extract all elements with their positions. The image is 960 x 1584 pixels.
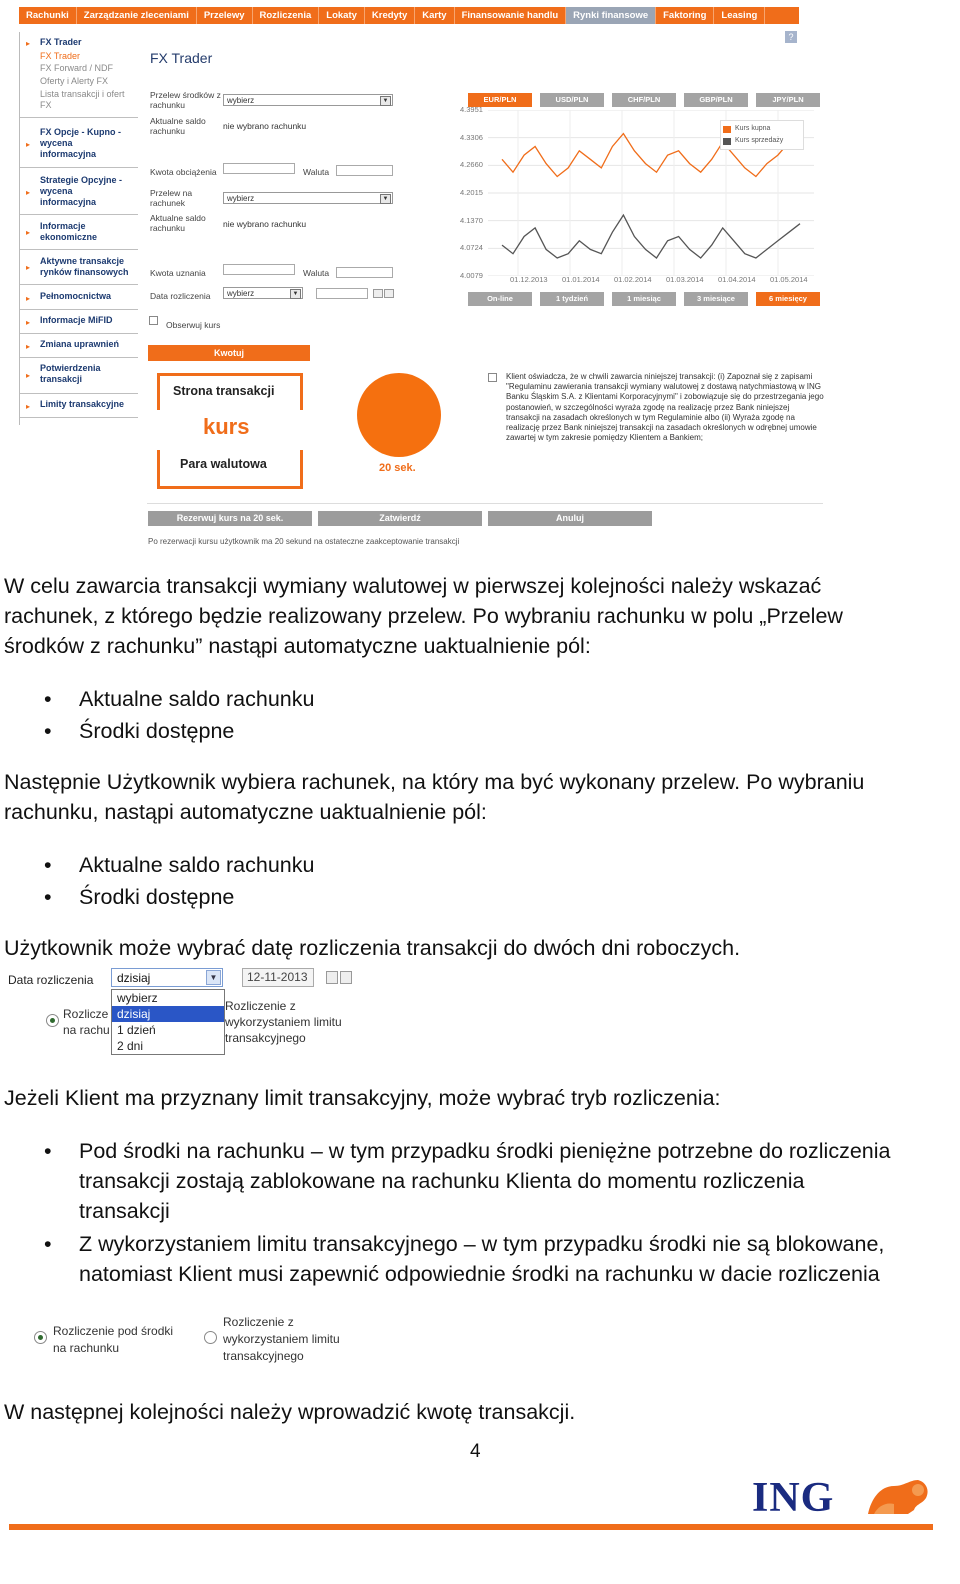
sidebar-item-confirmations[interactable]: ▸ Potwierdzenia transakcji	[20, 363, 138, 394]
nav-item[interactable]: Zarządzanie zleceniami	[77, 7, 197, 24]
divider	[147, 503, 823, 504]
currency2-input[interactable]	[336, 267, 393, 278]
date-input[interactable]	[316, 288, 368, 299]
period-tab[interactable]: 3 miesiące	[684, 292, 748, 306]
radio-limit[interactable]	[204, 1331, 217, 1344]
page-number: 4	[470, 1441, 481, 1462]
sidebar-item-mifid[interactable]: ▸ Informacje MiFID	[20, 315, 138, 334]
page-title: FX Trader	[150, 50, 213, 66]
sidebar-item-economic-info[interactable]: ▸ Informacje ekonomiczne	[20, 221, 138, 250]
credit-amount-input[interactable]	[223, 264, 295, 275]
dropdown-option[interactable]: dzisiaj	[112, 1006, 224, 1022]
chevron-down-icon: ▼	[380, 194, 391, 204]
sidebar-item-label: Limity transakcyjne	[40, 399, 125, 409]
x-tick-label: 01.02.2014	[614, 275, 652, 284]
currency-tab[interactable]: EUR/PLN	[468, 93, 532, 107]
timer-text: 20 sek.	[379, 462, 416, 474]
debit-amount-label: Kwota obciążenia	[150, 167, 217, 177]
timer-circle	[357, 373, 441, 457]
y-tick-label: 4.1370	[460, 215, 483, 225]
chart-legend	[720, 120, 804, 150]
select-value: wybierz	[227, 194, 255, 203]
calendar-icon[interactable]	[326, 971, 338, 984]
quote-button[interactable]: Kwotuj	[148, 345, 310, 361]
dropdown-option[interactable]: 2 dni	[117, 1039, 144, 1053]
sidebar-item-label: Pełnomocnictwa	[40, 291, 112, 301]
currency-tab[interactable]: USD/PLN	[540, 93, 604, 107]
nav-item[interactable]: Lokaty	[319, 7, 365, 24]
bullet: •	[44, 687, 52, 711]
settle-date-select[interactable]	[223, 287, 303, 299]
radio-account[interactable]	[34, 1331, 47, 1344]
radio-label: Rozlicze	[63, 1007, 109, 1021]
nav-item[interactable]: Rozliczenia	[253, 7, 320, 24]
nav-item[interactable]: Kredyty	[365, 7, 415, 24]
nav-item[interactable]: Przelewy	[197, 7, 253, 24]
list-item: Środki dostępne	[79, 719, 235, 743]
sidebar-item-label: Zmiana uprawnień	[40, 339, 120, 349]
help-icon[interactable]: ?	[785, 31, 797, 43]
list-item: Środki dostępne	[79, 885, 235, 909]
currency-tab[interactable]: JPY/PLN	[756, 93, 820, 107]
credit-amount-label: Kwota uznania	[150, 268, 206, 278]
y-tick-label: 4.0724	[460, 243, 483, 253]
settle-date-label: Data rozliczenia	[8, 973, 94, 987]
paragraph: W następnej kolejności należy wprowadzić kwotę transakcji.	[4, 1400, 576, 1424]
list-item: transakcji zostają zablokowane na rachunku Klienta do momentu rozliczenia	[79, 1169, 805, 1193]
bullet: •	[44, 1232, 52, 1256]
sidebar-item-label: Informacje MiFID	[40, 315, 113, 325]
paragraph: rachunek, z którego będzie realizowany przelew. Po wybraniu rachunku w polu „Przelew	[4, 604, 843, 628]
x-tick-label: 01.01.2014	[562, 275, 600, 284]
x-tick-label: 01.05.2014	[770, 275, 808, 284]
footnote: Po rezerwacji kursu użytkownik ma 20 sekund na ostateczne zaakceptowanie transakcji	[148, 537, 460, 546]
balance2-label: Aktualne saldo rachunku	[150, 213, 206, 233]
legend-label: Kurs sprzedaży	[735, 137, 784, 144]
watch-rate-checkbox[interactable]	[149, 316, 158, 325]
debit-amount-input[interactable]	[223, 163, 295, 174]
y-tick-label: 4.2015	[460, 188, 483, 197]
period-tab[interactable]: 1 tydzień	[540, 292, 604, 306]
select-value: dzisiaj	[117, 971, 151, 985]
bullet: •	[44, 719, 52, 743]
lion-logo-icon	[864, 1474, 934, 1518]
list-item: Pod środki na rachunku – w tym przypadku środki pieniężne potrzebne do rozliczenia	[79, 1139, 891, 1163]
nav-item[interactable]: Rynki finansowe	[566, 7, 656, 24]
period-tab[interactable]: 6 miesięcy	[756, 292, 820, 306]
cancel-button[interactable]: Anuluj	[488, 511, 652, 526]
watch-rate-label: Obserwuj kurs	[166, 320, 221, 330]
footer-line	[9, 1524, 933, 1530]
sidebar-item-label: FX Trader	[40, 37, 82, 47]
x-tick-label: 01.12.2013	[510, 275, 548, 284]
nav-item[interactable]: Faktoring	[656, 7, 714, 24]
sidebar-item-active-transactions[interactable]: ▸ Aktywne transakcje rynków finansowych	[20, 256, 138, 285]
rate-label: kurs	[203, 414, 250, 439]
radio-label: Rozliczenie z	[223, 1315, 294, 1329]
balance-value: nie wybrano rachunku	[223, 121, 307, 131]
bullet: •	[44, 1139, 52, 1163]
sidebar-item-label: Potwierdzenia transakcji	[40, 363, 101, 384]
bullet: •	[44, 885, 52, 909]
paragraph: Użytkownik może wybrać datę rozliczenia transakcji do dwóch dni roboczych.	[4, 936, 741, 960]
list-item: Aktualne saldo rachunku	[79, 687, 315, 711]
pair-label: Para walutowa	[180, 457, 267, 471]
list-item: natomiast Klient musi zapewnić odpowiednie środki na rachunku w dacie rozliczenia	[79, 1262, 880, 1286]
sidebar-sub-list[interactable]: Lista transakcji i ofert FX	[40, 89, 125, 110]
sidebar-item-strategies[interactable]: ▸ Strategie Opcyjne - wycena informacyjna	[20, 175, 138, 215]
sidebar-item-permissions[interactable]: ▸ Zmiana uprawnień	[20, 339, 138, 358]
select-value: wybierz	[227, 289, 255, 298]
ing-logo-text: ING	[752, 1475, 835, 1521]
sidebar-item-fx-options[interactable]: ▸ FX Opcje - Kupno - wycena informacyjna	[20, 127, 138, 168]
y-tick-label: 4.0079	[460, 271, 483, 280]
y-tick-label: 4.3306	[460, 132, 483, 142]
dropdown-option[interactable]: wybierz	[117, 991, 158, 1005]
paragraph: Następnie Użytkownik wybiera rachunek, na który ma być wykonany przelew. Po wybraniu	[4, 770, 865, 794]
legend-swatch	[723, 138, 731, 145]
series-line	[502, 215, 800, 258]
radio-label: Rozliczenie z	[225, 999, 296, 1013]
chevron-down-icon: ▼	[290, 289, 301, 299]
consent-checkbox[interactable]	[488, 373, 497, 382]
radio-label: na rachu	[63, 1023, 110, 1037]
chevron-down-icon: ▼	[380, 96, 391, 106]
nav-item[interactable]: Leasing	[714, 7, 765, 24]
sidebar-sub-fx-trader[interactable]: FX Trader	[40, 51, 81, 61]
balance2-value: nie wybrano rachunku	[223, 219, 307, 229]
main-nav	[19, 7, 799, 24]
nav-item[interactable]: Karty	[415, 7, 454, 24]
legend-label: Kurs kupna	[735, 125, 771, 132]
consent-text: Klient oświadcza, że w chwili zawarcia niniejszej transakcji: (i) Zapoznał się z zapisami "Regulaminu zawierania transakcji wymiany walutowej z dostawą natychmiastową w ING Banku Śląskim S.A. z Klientami Korporacyjnymi" i zobowiązuje się do przestrzegania jego postanowień, w szczególności wyraża zgodę na realizację przez Bank niniejszej transakcji na zasadach określonych w tym Regulaminie albo (ii) Wyraża zgodę na realizację przez Bank niniejszej transakcji na zasadach określonych w odrębnej umowie zawartej w tym zakresie pomiędzy Klientem a Bankiem;	[506, 372, 824, 443]
sidebar-item-label: Strategie Opcyjne - wycena informacyjna	[40, 175, 123, 207]
legend-item	[723, 135, 801, 147]
settle-date-select[interactable]	[111, 968, 223, 987]
sidebar-item-limits[interactable]: ▸ Limity transakcyjne	[20, 399, 138, 418]
chevron-down-icon[interactable]: ▼	[206, 970, 221, 985]
currency-tab[interactable]: CHF/PLN	[612, 93, 676, 107]
settle-date-label: Data rozliczenia	[150, 291, 211, 301]
dropdown-option[interactable]: 1 dzień	[117, 1023, 156, 1037]
date-input[interactable]: 12-11-2013	[242, 968, 314, 987]
x-tick-label: 01.04.2014	[718, 275, 756, 284]
list-item: Z wykorzystaniem limitu transakcyjnego – w tym przypadku środki nie są blokowane,	[79, 1232, 885, 1256]
sidebar-item-label: FX Opcje - Kupno - wycena informacyjna	[40, 127, 121, 159]
currency-tab[interactable]: GBP/PLN	[684, 93, 748, 107]
from-account-label: Przelew środków z rachunku	[150, 90, 221, 110]
y-tick-label: 4.2660	[460, 160, 483, 170]
confirm-button[interactable]: Zatwierdź	[318, 511, 482, 526]
radio-label: transakcyjnego	[223, 1349, 304, 1363]
sidebar-item-label: Informacje ekonomiczne	[40, 221, 98, 242]
paragraph: W celu zawarcia transakcji wymiany walutowej w pierwszej kolejności należy wskazać	[4, 574, 822, 598]
sidebar-sub-fx-forward[interactable]: FX Forward / NDF	[40, 63, 114, 73]
legend-swatch	[723, 126, 731, 133]
dropdown-list	[111, 989, 225, 1055]
side-label: Strona transakcji	[173, 384, 275, 398]
x-tick-label: 01.03.2014	[666, 275, 704, 284]
sidebar-item-fx-trader[interactable]: ▸ FX Trader	[20, 37, 138, 51]
y-tick-label: 4.3951	[460, 105, 483, 114]
period-tab[interactable]: 1 miesiąc	[612, 292, 676, 306]
to-account-label: Przelew na rachunek	[150, 188, 193, 208]
calendar-icon[interactable]	[373, 289, 383, 298]
currency-label: Waluta	[303, 167, 330, 177]
sidebar	[19, 32, 140, 425]
currency2-label: Waluta	[303, 268, 330, 278]
paragraph: środków z rachunku” nastąpi automatyczne uaktualnienie pól:	[4, 634, 591, 658]
reserve-rate-button[interactable]: Rezerwuj kurs na 20 sek.	[148, 511, 312, 526]
calendar-icon[interactable]	[340, 971, 352, 984]
radio-label: na rachunku	[53, 1341, 120, 1355]
calendar-icon[interactable]	[384, 289, 394, 298]
radio-label: transakcyjnego	[225, 1031, 306, 1045]
radio-label: wykorzystaniem limitu	[223, 1332, 340, 1346]
sidebar-item-label: Aktywne transakcje rynków finansowych	[40, 256, 129, 277]
balance-label: Aktualne saldo rachunku	[150, 116, 206, 136]
bullet: •	[44, 853, 52, 877]
nav-item[interactable]: Finansowanie handlu	[455, 7, 567, 24]
radio-label: wykorzystaniem limitu	[225, 1015, 342, 1029]
list-item: Aktualne saldo rachunku	[79, 853, 315, 877]
period-tab[interactable]: On-line	[468, 292, 532, 306]
nav-item[interactable]: Rachunki	[19, 7, 77, 24]
paragraph: rachunku, nastąpi automatyczne uaktualnienie pól:	[4, 800, 487, 824]
radio-label: Rozliczenie pod środki	[53, 1324, 174, 1338]
to-account-select[interactable]	[223, 192, 393, 204]
list-item: transakcji	[79, 1199, 170, 1223]
radio-account[interactable]	[46, 1014, 59, 1027]
legend-item	[723, 123, 801, 135]
from-account-select[interactable]	[223, 94, 393, 106]
sidebar-sub-offers[interactable]: Oferty i Alerty FX	[40, 76, 109, 86]
select-value: wybierz	[227, 96, 255, 105]
sidebar-item-powers[interactable]: ▸ Pełnomocnictwa	[20, 291, 138, 310]
currency-input[interactable]	[336, 165, 393, 176]
paragraph: Jeżeli Klient ma przyznany limit transakcyjny, może wybrać tryb rozliczenia:	[4, 1086, 721, 1110]
